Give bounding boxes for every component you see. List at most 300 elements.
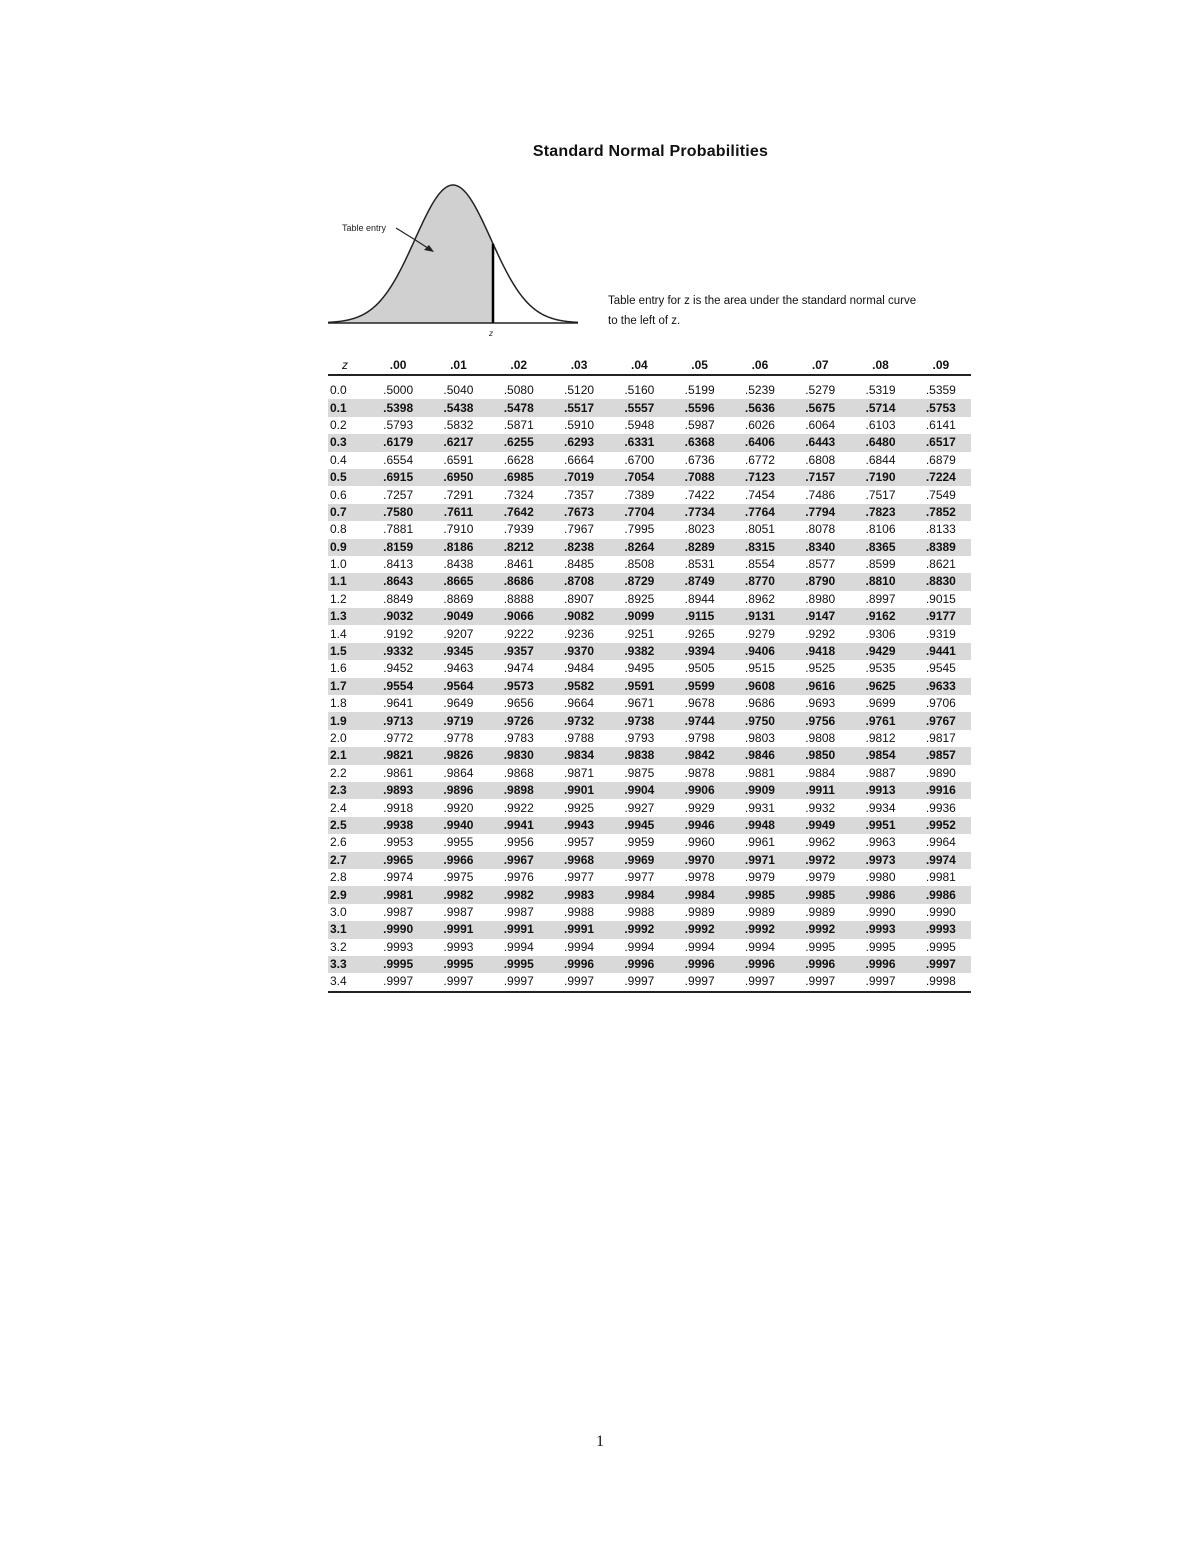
probability-cell: .9564 [428, 678, 488, 695]
probability-cell: .9495 [624, 661, 655, 676]
probability-cell: .9997 [730, 973, 790, 991]
probability-cell: .9997 [790, 973, 850, 991]
probability-cell: .6879 [925, 452, 956, 467]
z-value-cell: 1.3 [328, 608, 368, 625]
probability-cell: .9981 [368, 886, 428, 903]
probability-cell: .9554 [368, 678, 428, 695]
column-header: .07 [790, 350, 850, 375]
z-value-cell: 3.0 [330, 904, 347, 919]
probability-cell: .9591 [609, 678, 669, 695]
probability-cell: .6736 [684, 452, 715, 467]
z-marker-label: z [489, 329, 493, 338]
probability-cell: .9761 [850, 712, 910, 729]
probability-cell: .8078 [805, 522, 836, 537]
probability-cell: .9678 [684, 696, 715, 711]
probability-cell: .7088 [669, 469, 729, 486]
probability-cell: .9957 [564, 835, 595, 850]
probability-cell: .9744 [669, 712, 729, 729]
probability-cell: .9996 [609, 956, 669, 973]
probability-cell: .9997 [489, 973, 549, 991]
column-header: .09 [911, 350, 971, 375]
table-row [328, 921, 971, 938]
probability-cell: .9997 [609, 973, 669, 991]
table-row [328, 886, 971, 903]
table-row [328, 452, 971, 469]
probability-cell: .7995 [624, 522, 655, 537]
probability-cell: .9793 [624, 731, 655, 745]
probability-cell: .9984 [669, 886, 729, 903]
z-value-cell: 0.2 [330, 417, 347, 432]
probability-cell: .9988 [564, 904, 595, 919]
probability-cell: .7580 [368, 504, 428, 521]
probability-cell: .9983 [549, 886, 609, 903]
probability-cell: .9032 [368, 608, 428, 625]
probability-cell: .8665 [428, 573, 488, 590]
probability-cell: .8599 [865, 557, 896, 572]
z-value-cell: 0.8 [330, 522, 347, 537]
probability-cell: .5910 [564, 417, 595, 432]
caption-line-2: to the left of z. [608, 315, 681, 327]
probability-cell: .9706 [925, 696, 956, 711]
probability-cell: .9975 [443, 870, 474, 885]
probability-cell: .8212 [489, 539, 549, 556]
probability-cell: .9992 [609, 921, 669, 938]
probability-cell: .5359 [925, 383, 956, 398]
probability-cell: .9970 [669, 852, 729, 869]
z-value-cell: 0.0 [330, 383, 347, 398]
table-row [328, 678, 971, 695]
probability-cell: .9948 [730, 817, 790, 834]
probability-cell: .9929 [684, 800, 715, 815]
caption-line-1: Table entry for z is the area under the standard normal curve [608, 295, 917, 307]
probability-cell: .9979 [805, 870, 836, 885]
probability-cell: .8621 [925, 557, 956, 572]
probability-cell: .9963 [865, 835, 896, 850]
probability-cell: .9969 [609, 852, 669, 869]
probability-cell: .8051 [744, 522, 775, 537]
z-value-cell: 1.8 [330, 696, 347, 711]
probability-cell: .8997 [865, 591, 896, 606]
probability-cell: .9977 [624, 870, 655, 885]
probability-cell: .9913 [850, 782, 910, 799]
z-table-header-row [328, 350, 971, 375]
probability-cell: .9945 [609, 817, 669, 834]
probability-cell: .9545 [925, 661, 956, 676]
probability-cell: .9967 [489, 852, 549, 869]
probability-cell: .9973 [850, 852, 910, 869]
probability-cell: .9940 [428, 817, 488, 834]
probability-cell: .9993 [911, 921, 971, 938]
probability-cell: .9906 [669, 782, 729, 799]
table-row [328, 695, 971, 712]
probability-cell: .9394 [669, 643, 729, 660]
probability-cell: .9977 [564, 870, 595, 885]
probability-cell: .9834 [549, 747, 609, 764]
probability-cell: .6628 [503, 452, 534, 467]
column-header: .01 [428, 350, 488, 375]
column-header: .00 [368, 350, 428, 375]
probability-cell: .9991 [428, 921, 488, 938]
table-entry-label: Table entry [342, 223, 387, 233]
probability-cell: .9941 [489, 817, 549, 834]
probability-cell: .9821 [368, 747, 428, 764]
probability-cell: .8962 [744, 591, 775, 606]
probability-cell: .9962 [805, 835, 836, 850]
probability-cell: .9830 [489, 747, 549, 764]
table-row [328, 434, 971, 451]
probability-cell: .9997 [850, 973, 910, 991]
probability-cell: .9989 [684, 904, 715, 919]
probability-cell: .8925 [624, 591, 655, 606]
probability-cell: .9982 [489, 886, 549, 903]
probability-cell: .6368 [669, 434, 729, 451]
probability-cell: .9953 [383, 835, 414, 850]
probability-cell: .9925 [564, 800, 595, 815]
probability-cell: .9115 [669, 608, 729, 625]
probability-cell: .9767 [911, 712, 971, 729]
probability-cell: .7642 [489, 504, 549, 521]
probability-cell: .9236 [564, 626, 595, 641]
probability-cell: .9995 [368, 956, 428, 973]
table-row [328, 573, 971, 590]
probability-cell: .5239 [744, 383, 775, 398]
table-row [328, 939, 971, 956]
probability-cell: .8133 [925, 522, 956, 537]
probability-cell: .8770 [730, 573, 790, 590]
probability-cell: .8830 [911, 573, 971, 590]
probability-cell: .8106 [865, 522, 896, 537]
probability-cell: .9778 [443, 731, 474, 745]
probability-cell: .9857 [911, 747, 971, 764]
probability-cell: .9693 [805, 696, 836, 711]
probability-cell: .9649 [443, 696, 474, 711]
probability-cell: .7454 [744, 487, 775, 502]
probability-cell: .9959 [624, 835, 655, 850]
probability-cell: .8980 [805, 591, 836, 606]
probability-cell: .8389 [911, 539, 971, 556]
table-row [328, 556, 971, 573]
probability-cell: .7881 [383, 522, 414, 537]
probability-cell: .9357 [489, 643, 549, 660]
probability-cell: .6915 [368, 469, 428, 486]
table-row [328, 799, 971, 816]
probability-cell: .9535 [865, 661, 896, 676]
table-row [328, 852, 971, 869]
probability-cell: .9961 [744, 835, 775, 850]
probability-cell: .9893 [368, 782, 428, 799]
probability-cell: .8849 [383, 591, 414, 606]
probability-cell: .9952 [911, 817, 971, 834]
probability-cell: .6406 [730, 434, 790, 451]
probability-cell: .9582 [549, 678, 609, 695]
probability-cell: .5398 [368, 399, 428, 416]
probability-cell: .6293 [549, 434, 609, 451]
probability-cell: .9964 [925, 835, 956, 850]
table-row [328, 539, 971, 556]
probability-cell: .9985 [730, 886, 790, 903]
probability-cell: .6554 [383, 452, 414, 467]
table-row [328, 521, 971, 538]
probability-cell: .9979 [744, 870, 775, 885]
probability-cell: .9525 [805, 661, 836, 676]
probability-cell: .9817 [925, 731, 956, 745]
probability-cell: .5832 [443, 417, 474, 432]
probability-cell: .8531 [684, 557, 715, 572]
probability-cell: .9909 [730, 782, 790, 799]
z-value-cell: 2.8 [330, 870, 347, 885]
z-value-cell: 1.4 [330, 626, 347, 641]
probability-cell: .9808 [805, 731, 836, 745]
probability-cell: .6141 [925, 417, 956, 432]
probability-cell: .9992 [730, 921, 790, 938]
probability-cell: .8264 [609, 539, 669, 556]
probability-cell: .8944 [684, 591, 715, 606]
probability-cell: .5517 [549, 399, 609, 416]
probability-cell: .7019 [549, 469, 609, 486]
probability-cell: .9474 [503, 661, 534, 676]
probability-cell: .9162 [850, 608, 910, 625]
z-value-cell: 2.9 [328, 886, 368, 903]
probability-cell: .9616 [790, 678, 850, 695]
probability-cell: .9406 [730, 643, 790, 660]
probability-cell: .9974 [383, 870, 414, 885]
probability-cell: .9916 [911, 782, 971, 799]
probability-cell: .9732 [549, 712, 609, 729]
probability-cell: .5753 [911, 399, 971, 416]
probability-cell: .9207 [443, 626, 474, 641]
probability-cell: .7734 [669, 504, 729, 521]
probability-cell: .9082 [549, 608, 609, 625]
probability-cell: .9875 [624, 765, 655, 780]
column-header: .04 [609, 350, 669, 375]
table-row [328, 417, 971, 434]
z-value-cell: 0.5 [328, 469, 368, 486]
probability-cell: .8729 [609, 573, 669, 590]
probability-cell: .9987 [383, 904, 414, 919]
probability-cell: .9671 [624, 696, 655, 711]
probability-cell: .8577 [805, 557, 836, 572]
probability-cell: .6772 [744, 452, 775, 467]
probability-cell: .7764 [730, 504, 790, 521]
table-row [328, 591, 971, 608]
probability-cell: .9131 [730, 608, 790, 625]
table-row [328, 765, 971, 782]
table-row [328, 399, 971, 416]
probability-cell: .8315 [730, 539, 790, 556]
probability-cell: .6179 [368, 434, 428, 451]
probability-cell: .9997 [911, 956, 971, 973]
z-value-cell: 2.4 [330, 800, 347, 815]
probability-cell: .9898 [489, 782, 549, 799]
z-value-cell: 1.5 [328, 643, 368, 660]
probability-cell: .9972 [790, 852, 850, 869]
probability-cell: .6443 [790, 434, 850, 451]
probability-cell: .9918 [383, 800, 414, 815]
table-row [328, 956, 971, 973]
probability-cell: .7517 [865, 487, 896, 502]
page-number: 1 [596, 1433, 604, 1450]
probability-cell: .9992 [669, 921, 729, 938]
probability-cell: .9429 [850, 643, 910, 660]
probability-cell: .9996 [669, 956, 729, 973]
probability-cell: .9994 [744, 939, 775, 954]
probability-cell: .9726 [489, 712, 549, 729]
probability-cell: .5714 [850, 399, 910, 416]
probability-cell: .7939 [503, 522, 534, 537]
probability-cell: .9418 [790, 643, 850, 660]
table-row [328, 375, 971, 399]
probability-cell: .9890 [925, 765, 956, 780]
z-value-cell: 2.5 [328, 817, 368, 834]
probability-cell: .9987 [503, 904, 534, 919]
z-value-cell: 0.9 [328, 539, 368, 556]
z-table [328, 350, 971, 993]
z-value-cell: 1.7 [328, 678, 368, 695]
probability-cell: .9904 [609, 782, 669, 799]
probability-cell: .8869 [443, 591, 474, 606]
probability-cell: .6480 [850, 434, 910, 451]
probability-cell: .9599 [669, 678, 729, 695]
probability-cell: .9976 [503, 870, 534, 885]
probability-cell: .9955 [443, 835, 474, 850]
probability-cell: .7224 [911, 469, 971, 486]
probability-cell: .9994 [503, 939, 534, 954]
z-value-cell: 0.1 [328, 399, 368, 416]
probability-cell: .8438 [443, 557, 474, 572]
probability-cell: .9177 [911, 608, 971, 625]
probability-cell: .9996 [730, 956, 790, 973]
probability-cell: .5557 [609, 399, 669, 416]
probability-cell: .9713 [368, 712, 428, 729]
probability-cell: .9887 [865, 765, 896, 780]
probability-cell: .7823 [850, 504, 910, 521]
probability-cell: .6103 [865, 417, 896, 432]
z-value-cell: 0.6 [330, 487, 347, 502]
z-value-cell: 1.6 [330, 661, 347, 676]
probability-cell: .8907 [564, 591, 595, 606]
figure-caption [608, 291, 978, 331]
probability-cell: .9997 [669, 973, 729, 991]
probability-cell: .7324 [503, 487, 534, 502]
probability-cell: .8186 [428, 539, 488, 556]
probability-cell: .9927 [624, 800, 655, 815]
probability-cell: .7549 [925, 487, 956, 502]
probability-cell: .9147 [790, 608, 850, 625]
probability-cell: .9861 [383, 765, 414, 780]
probability-cell: .9932 [805, 800, 836, 815]
probability-cell: .9015 [925, 591, 956, 606]
probability-cell: .9896 [428, 782, 488, 799]
probability-cell: .9922 [503, 800, 534, 815]
probability-cell: .9978 [684, 870, 715, 885]
probability-cell: .9934 [865, 800, 896, 815]
probability-cell: .9382 [609, 643, 669, 660]
probability-cell: .9625 [850, 678, 910, 695]
probability-cell: .9812 [865, 731, 896, 745]
probability-cell: .9641 [383, 696, 414, 711]
probability-cell: .9699 [865, 696, 896, 711]
probability-cell: .9306 [865, 626, 896, 641]
probability-cell: .9971 [730, 852, 790, 869]
probability-cell: .7357 [564, 487, 595, 502]
probability-cell: .9938 [368, 817, 428, 834]
probability-cell: .8554 [744, 557, 775, 572]
probability-cell: .5000 [383, 383, 414, 398]
probability-cell: .9656 [503, 696, 534, 711]
probability-cell: .5596 [669, 399, 729, 416]
probability-cell: .7054 [609, 469, 669, 486]
probability-cell: .6950 [428, 469, 488, 486]
probability-cell: .9990 [865, 904, 896, 919]
z-value-cell: 0.4 [330, 452, 347, 467]
probability-cell: .9989 [744, 904, 775, 919]
table-row [328, 712, 971, 729]
probability-cell: .9920 [443, 800, 474, 815]
probability-cell: .9664 [564, 696, 595, 711]
z-value-cell: 3.3 [328, 956, 368, 973]
z-value-cell: 1.1 [328, 573, 368, 590]
probability-cell: .9993 [443, 939, 474, 954]
probability-cell: .9984 [609, 886, 669, 903]
probability-cell: .9573 [489, 678, 549, 695]
probability-cell: .6331 [609, 434, 669, 451]
probability-cell: .9788 [564, 731, 595, 745]
probability-cell: .7291 [443, 487, 474, 502]
probability-cell: .5675 [790, 399, 850, 416]
probability-cell: .6844 [865, 452, 896, 467]
probability-cell: .9996 [790, 956, 850, 973]
probability-cell: .5987 [684, 417, 715, 432]
z-value-cell: 2.7 [328, 852, 368, 869]
probability-cell: .9998 [911, 973, 971, 991]
probability-cell: .9995 [865, 939, 896, 954]
probability-cell: .9222 [503, 626, 534, 641]
probability-cell: .9987 [443, 904, 474, 919]
probability-cell: .9991 [489, 921, 549, 938]
probability-cell: .6591 [443, 452, 474, 467]
probability-cell: .5319 [865, 383, 896, 398]
z-value-cell: 3.2 [330, 939, 347, 954]
probability-cell: .9842 [669, 747, 729, 764]
column-header: .02 [489, 350, 549, 375]
probability-cell: .7611 [428, 504, 488, 521]
probability-cell: .5871 [503, 417, 534, 432]
probability-cell: .9484 [564, 661, 595, 676]
probability-cell: .9951 [850, 817, 910, 834]
probability-cell: .9265 [684, 626, 715, 641]
probability-cell: .9864 [443, 765, 474, 780]
probability-cell: .9846 [730, 747, 790, 764]
probability-cell: .7967 [564, 522, 595, 537]
table-row [328, 834, 971, 851]
probability-cell: .9505 [684, 661, 715, 676]
probability-cell: .9192 [383, 626, 414, 641]
probability-cell: .9993 [850, 921, 910, 938]
probability-cell: .9850 [790, 747, 850, 764]
probability-cell: .7673 [549, 504, 609, 521]
probability-cell: .9994 [564, 939, 595, 954]
table-row [328, 973, 971, 991]
probability-cell: .9936 [925, 800, 956, 815]
probability-cell: .8888 [503, 591, 534, 606]
probability-cell: .9985 [790, 886, 850, 903]
table-row [328, 660, 971, 677]
probability-cell: .6985 [489, 469, 549, 486]
probability-cell: .9441 [911, 643, 971, 660]
probability-cell: .9066 [489, 608, 549, 625]
probability-cell: .9826 [428, 747, 488, 764]
table-row [328, 469, 971, 486]
